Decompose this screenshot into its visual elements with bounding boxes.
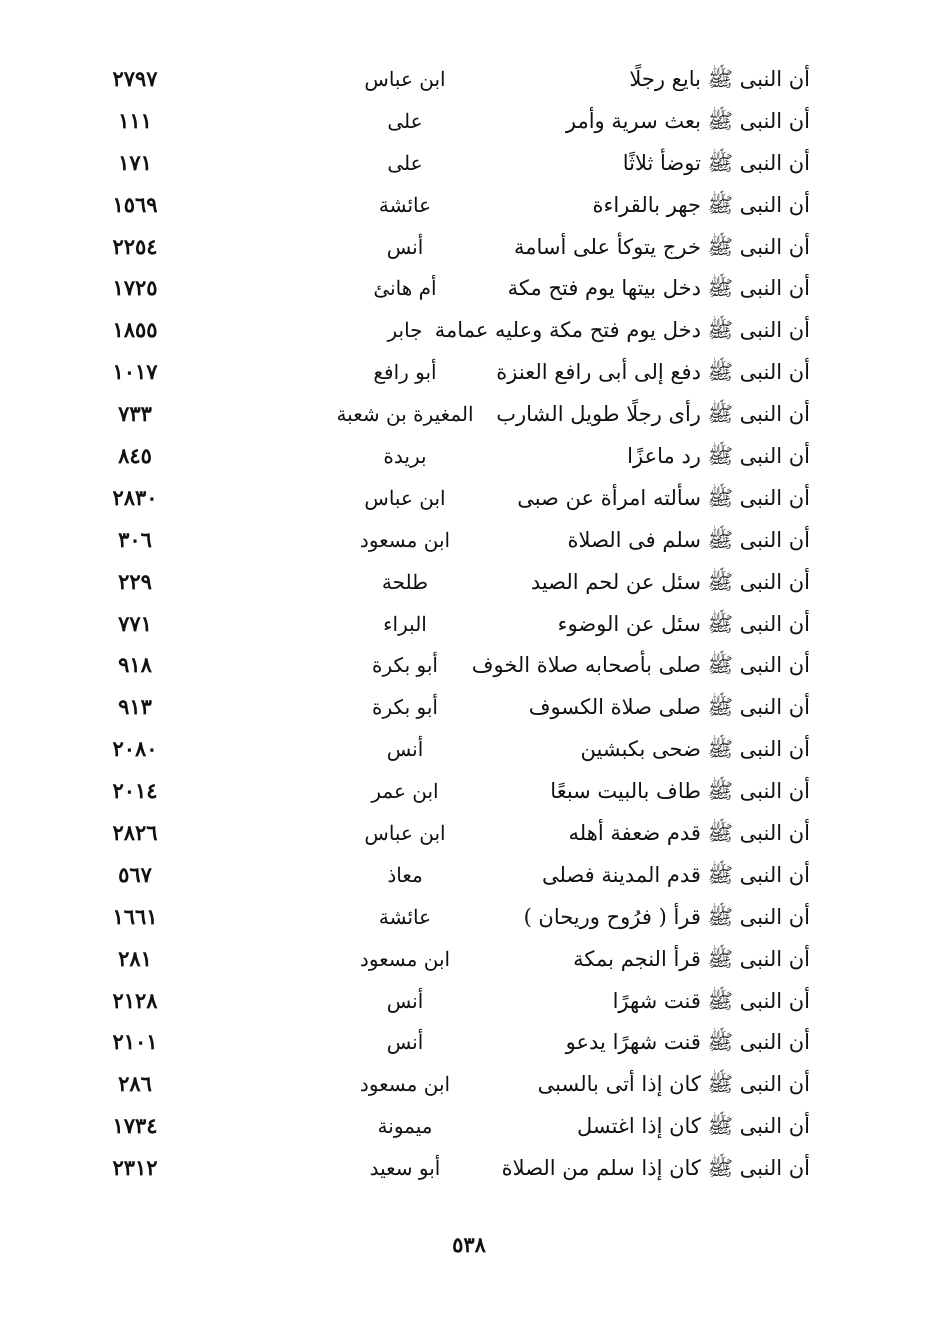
hadith-number: ٩١٣ [118,694,152,720]
index-row [80,477,820,519]
hadith-text: أن النبى ﷺ دخل يوم فتح مكة وعليه عمامة [434,318,810,343]
hadith-number: ٢٢٥٤ [112,233,158,259]
hadith-text: أن النبى ﷺ قرأ ( فرُوح وريحان ) [523,904,810,929]
index-row [80,58,820,100]
hadith-number: ٢٠١٤ [112,778,158,804]
hadith-text: أن النبى ﷺ رأى رجلًا طويل الشارب [496,402,810,427]
hadith-number: ٢١٠١ [112,1029,158,1055]
narrator-name: البراء [383,611,427,636]
hadith-number: ٢٨٣٠ [112,484,158,510]
index-row [80,309,820,351]
index-row [80,100,820,142]
narrator-name: على [387,108,423,133]
hadith-text: أن النبى ﷺ قنت شهرًا يدعو [565,1030,810,1055]
hadith-text: أن النبى ﷺ رد ماعزًا [627,444,810,469]
index-row [80,393,820,435]
hadith-number: ٨٤٥ [118,443,152,469]
index-row [80,1147,820,1189]
index-row [80,561,820,603]
page-number: ٥٣٨ [452,1232,486,1257]
index-row [80,728,820,770]
hadith-text: أن النبى ﷺ سألته امرأة عن صبى [517,485,810,510]
hadith-text: أن النبى ﷺ قدم المدينة فصلى [541,862,810,887]
hadith-number: ٢٧٩٧ [112,66,158,91]
hadith-text: أن النبى ﷺ قدم ضعفة أهله [568,821,810,846]
narrator-name: ابن عباس [364,67,446,91]
index-row [80,519,820,561]
hadith-number: ٢٢٩ [118,568,152,594]
hadith-number: ٩١٨ [118,652,152,678]
narrator-name: جابر [387,318,423,343]
narrator-name: أنس [386,234,424,259]
narrator-name: ابن عمر [371,779,439,804]
hadith-number: ١٥٦٩ [112,191,158,217]
hadith-text: أن النبى ﷺ سلم فى الصلاة [567,527,810,552]
hadith-number: ٢٨١ [118,945,152,971]
hadith-number: ١٠١٧ [112,359,158,385]
index-row [80,351,820,393]
index-row [80,686,820,728]
hadith-text: أن النبى ﷺ جهر بالقراءة [592,192,810,217]
hadith-number: ٥٦٧ [118,861,152,887]
hadith-number: ١٧١ [118,149,152,175]
hadith-text: أن النبى ﷺ كان إذا أتى بالسبى [537,1072,810,1097]
hadith-text: أن النبى ﷺ سئل عن لحم الصيد [530,569,810,594]
index-row [80,603,820,645]
narrator-name: أنس [386,988,424,1013]
hadith-text: أن النبى ﷺ قرأ النجم بمكة [573,946,810,971]
hadith-number: ٢٨٢٦ [112,820,158,846]
hadith-number: ٧٧١ [118,610,152,636]
hadith-text: أن النبى ﷺ كان إذا اغتسل [576,1114,810,1139]
hadith-text: أن النبى ﷺ صلى صلاة الكسوف [528,695,810,720]
narrator-name: بريدة [383,444,427,469]
index-row [80,980,820,1022]
hadith-text: أن النبى ﷺ ضحى بكبشين [580,737,810,762]
narrator-name: أبو بكرة [372,695,438,720]
hadith-number: ٧٣٣ [118,401,152,427]
hadith-number: ٢١٢٨ [112,987,158,1013]
narrator-name: أبو بكرة [372,653,438,678]
index-row [80,435,820,477]
hadith-text: أن النبى ﷺ صلى بأصحابه صلاة الخوف [471,653,810,678]
hadith-index-table [80,58,820,1189]
hadith-text: أن النبى ﷺ دخل بيتها يوم فتح مكة [507,276,810,301]
index-row [80,142,820,184]
index-row [80,854,820,896]
narrator-name: أنس [386,1030,424,1055]
hadith-text: أن النبى ﷺ كان إذا سلم من الصلاة [501,1156,810,1181]
index-row [80,812,820,854]
index-row [80,644,820,686]
hadith-text: أن النبى ﷺ توضأ ثلاثًا [622,150,810,175]
hadith-number: ١٧٣٤ [112,1113,158,1139]
narrator-name: ابن عباس [364,485,446,510]
narrator-name: المغيرة بن شعبة [336,402,474,427]
hadith-number: ٢٨٦ [118,1071,152,1097]
hadith-number: ١١١ [118,107,152,133]
index-row [80,184,820,226]
narrator-name: ابن مسعود [359,527,451,552]
hadith-number: ١٧٢٥ [112,275,158,301]
narrator-name: أنس [386,737,424,762]
narrator-name: أم هانئ [373,276,437,301]
narrator-name: معاذ [387,862,423,887]
narrator-name: ابن عباس [364,821,446,846]
narrator-name: ابن مسعود [359,1072,451,1097]
hadith-text: أن النبى ﷺ طاف بالبيت سبعًا [550,779,810,804]
hadith-text: أن النبى ﷺ بايع رجلًا [629,67,810,91]
index-row [80,1021,820,1063]
narrator-name: أبو سعيد [369,1156,441,1181]
narrator-name: ميمونة [377,1114,433,1139]
hadith-text: أن النبى ﷺ قنت شهرًا [612,988,810,1013]
index-row [80,1105,820,1147]
hadith-text: أن النبى ﷺ دفع إلى أبى رافع العنزة [496,360,810,385]
narrator-name: عائشة [378,192,432,217]
hadith-text: أن النبى ﷺ بعث سرية وأمر [565,108,810,133]
hadith-number: ٢٠٨٠ [112,736,158,762]
index-row [80,1063,820,1105]
index-row [80,770,820,812]
narrator-name: عائشة [378,904,432,929]
hadith-number: ١٦٦١ [112,903,158,929]
hadith-text: أن النبى ﷺ سئل عن الوضوء [557,611,810,636]
narrator-name: طلحة [381,569,429,594]
hadith-number: ١٨٥٥ [112,317,158,343]
index-row [80,896,820,938]
hadith-number: ٢٣١٢ [112,1155,158,1181]
index-row [80,938,820,980]
hadith-text: أن النبى ﷺ خرج يتوكأ على أسامة [514,234,810,259]
index-row [80,267,820,309]
narrator-name: على [387,150,423,175]
hadith-number: ٣٠٦ [118,526,152,552]
index-row [80,226,820,268]
narrator-name: أبو رافع [373,360,437,385]
narrator-name: ابن مسعود [359,946,451,971]
